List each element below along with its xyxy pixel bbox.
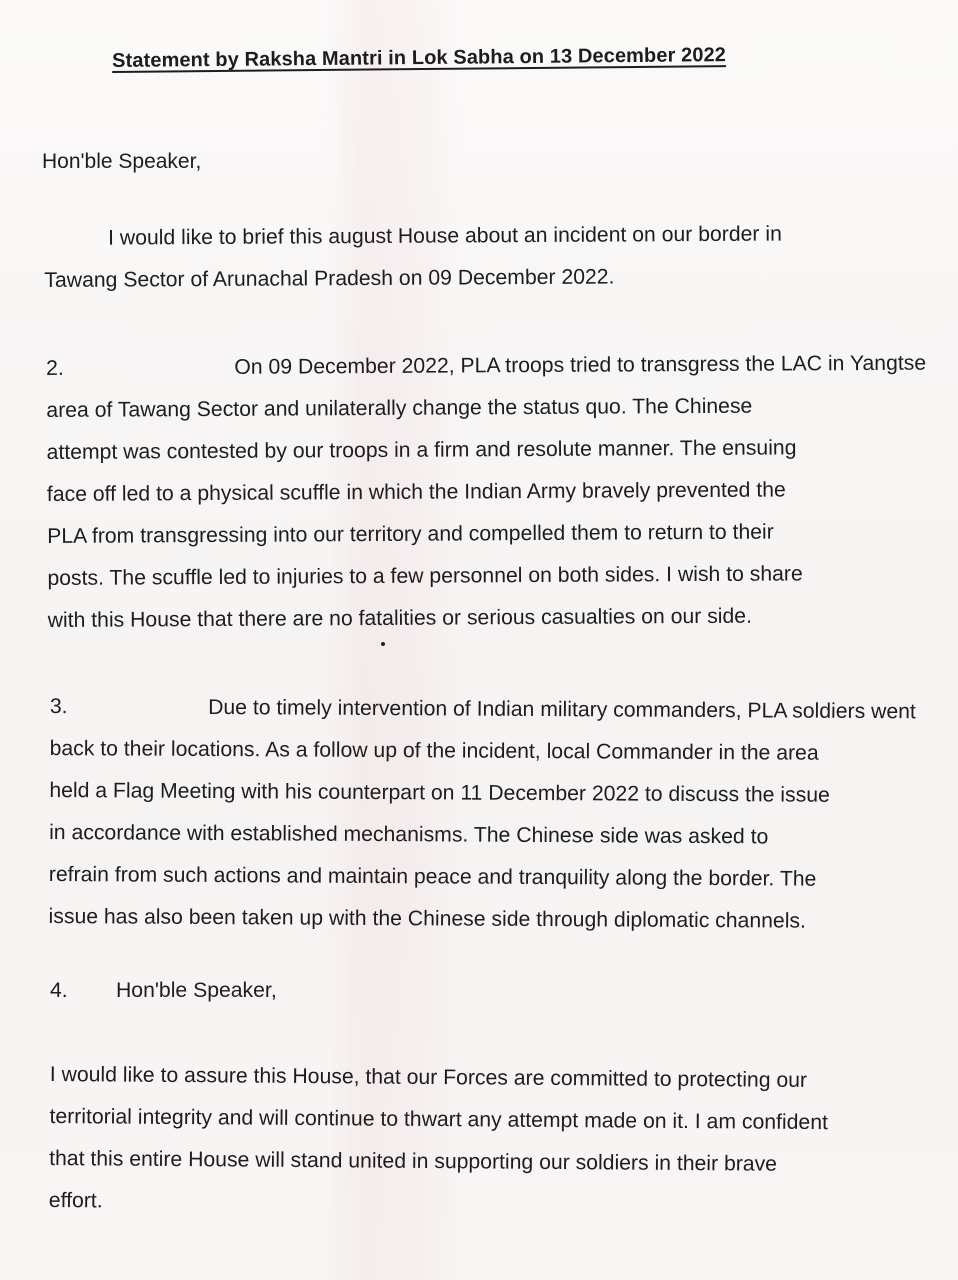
paragraph-4 <box>50 970 450 1012</box>
paragraph-line: I would like to brief this august House about an incident on our border in <box>108 222 782 250</box>
paragraph-line: posts. The scuffle led to injuries to a few personnel on both sides. I wish to share <box>47 562 803 590</box>
paragraph-line: issue has also been taken up with the Chinese side through diplomatic channels. <box>48 904 806 933</box>
page-title: Statement by Raksha Mantri in Lok Sabha on 13 December 2022 <box>112 44 727 72</box>
paragraph-5 <box>49 1054 912 1229</box>
paragraph-line: territorial integrity and will continue to thwart any attempt made on it. I am confident <box>49 1104 829 1135</box>
paragraph-line: that this entire House will stand united in supporting our soldiers in their brave <box>49 1146 778 1176</box>
paragraph-line: 3. Due to timely intervention of Indian military commanders, PLA soldiers went <box>50 686 916 733</box>
paragraph-3 <box>48 686 916 943</box>
paragraph-2 <box>46 343 928 642</box>
salutation: Hon'ble Speaker, <box>42 150 202 173</box>
paragraph-line: with this House that there are no fatalities or serious casualties on our side. <box>47 604 753 632</box>
closing-salutation: Hon'ble Speaker, <box>116 979 277 1002</box>
paragraph-line: Tawang Sector of Arunachal Pradesh on 09 December 2022. <box>44 265 615 292</box>
paragraph-line <box>50 970 450 1012</box>
paragraph-line: I would like to assure this House, that our Forces are committed to protecting our <box>49 1062 808 1092</box>
paragraph-line: back to their locations. As a follow up of the incident, local Commander in the area <box>49 736 819 765</box>
paragraph-number: 2. <box>46 356 64 380</box>
paragraph-line: area of Tawang Sector and unilaterally change the status quo. The Chinese <box>46 394 753 422</box>
paragraph-line: in accordance with established mechanisms. The Chinese side was asked to <box>49 820 769 849</box>
paragraph-number: 3. <box>49 694 68 719</box>
paragraph-line: face off led to a physical scuffle in which the Indian Army bravely prevented the <box>46 478 786 506</box>
stray-dot-mark <box>381 642 385 646</box>
paragraph-line: held a Flag Meeting with his counterpart on 11 December 2022 to discuss the issue <box>49 778 830 807</box>
paragraph-line: attempt was contested by our troops in a firm and resolute manner. The ensuing <box>46 436 797 464</box>
paragraph-number: 4. <box>50 979 68 1002</box>
paragraph-line: effort. <box>48 1188 103 1213</box>
paragraph-line: refrain from such actions and maintain peace and tranquility along the border. The <box>48 862 817 891</box>
paragraph-line: PLA from transgressing into our territory and compelled them to return to their <box>47 520 774 548</box>
paragraph-line: 2. On 09 December 2022, PLA troops tried to transgress the LAC in Yangtse <box>46 343 926 390</box>
paragraph-1 <box>44 213 924 302</box>
